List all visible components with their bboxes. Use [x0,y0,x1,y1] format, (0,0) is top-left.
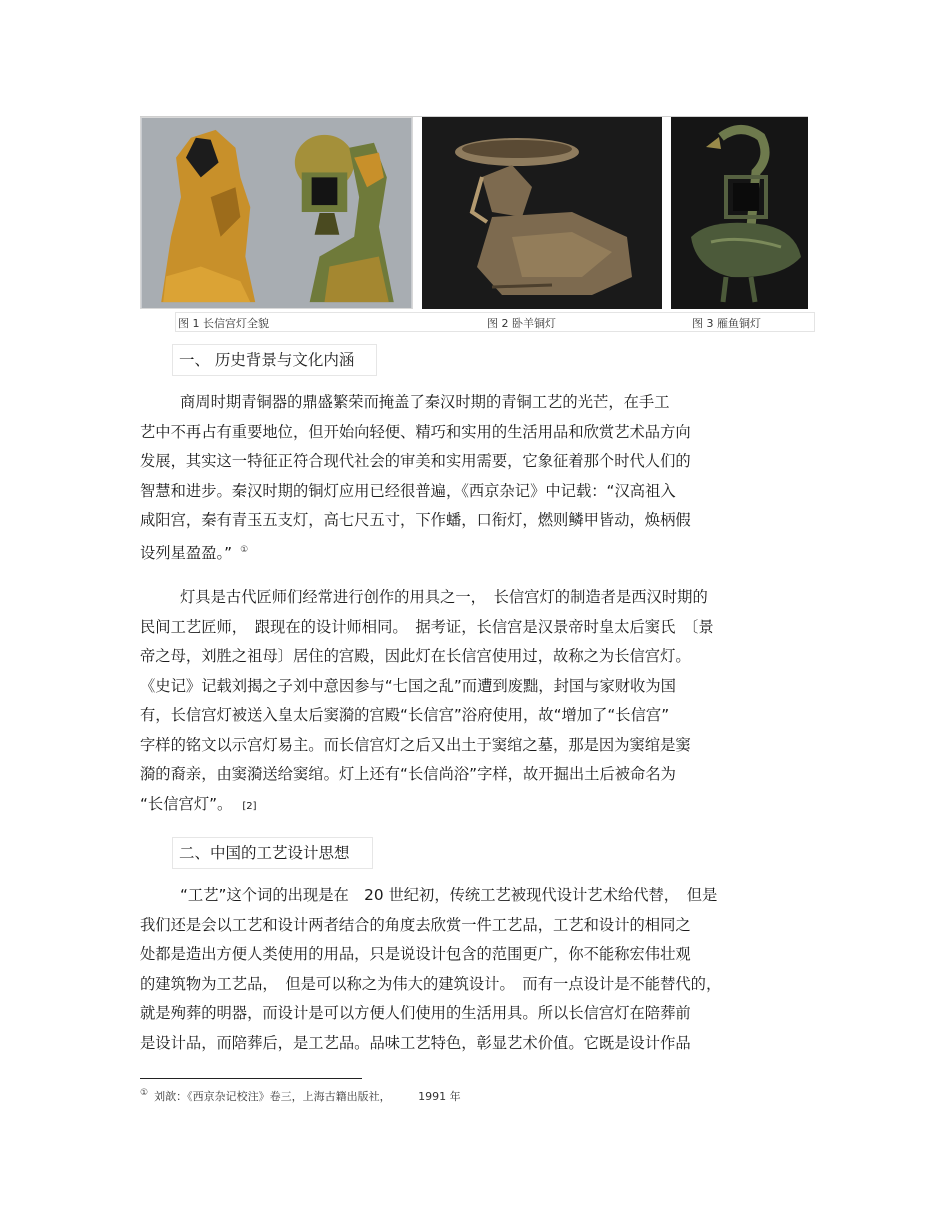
text-line: 帝之母，刘胜之祖母〕居住的宫殿，因此灯在长信宫使用过，故称之为长信宫灯。 [140,647,691,665]
text-line: 设列星盈盈。” [140,543,233,562]
section-1-heading: 一、 历史背景与文化内涵 [172,344,377,376]
changxin-palace-lamp-image [141,118,412,308]
citation-reference[interactable]: [2] [242,800,257,812]
text-line: 艺中不再占有重要地位，但开始向轻便、精巧和实用的生活用品和欣赏艺术品方向 [140,422,691,441]
figure-2-caption: 图 2 卧羊铜灯 [487,317,556,330]
footnote [140,1088,461,1104]
figure-row [140,116,808,309]
text-line: 处都是造出方便人类使用的用品，只是说设计包含的范围更广，你不能称宏伟壮观 [140,945,691,963]
figure-2-image [422,117,662,309]
reclining-sheep-lamp-image [422,117,662,309]
text-line: 咸阳宫，秦有青玉五支灯，高七尺五寸，下作蟠，口衔灯，燃则鳞甲皆动，焕柄假 [140,511,691,529]
text-line: “长信宫灯”。 [140,794,233,813]
section-1-paragraph-1 [140,388,812,565]
figure-3-caption: 图 3 雁鱼铜灯 [692,317,761,330]
text-line-last [140,536,812,566]
figure-captions [140,312,808,334]
text-line: 漪的裔亲，由窦漪送给窦绾。灯上还有“长信尚浴”字样，故开掘出土后被命名为 [140,765,676,783]
text-line-last [140,790,812,820]
text-line: 的建筑物为工艺品， 但是可以称之为伟大的建筑设计。 而有一点设计是不能替代的， [140,974,722,993]
text-line: “工艺”这个词的出现是在 20 世纪初，传统工艺被现代设计艺术给代替， 但是 [180,886,718,904]
text-line: 智慧和进步。秦汉时期的铜灯应用已经很普遍，《西京杂记》中记载：“汉高祖入 [140,481,676,500]
figure-3-image [671,117,808,309]
figure-1-caption: 图 1 长信宫灯全貌 [178,317,269,330]
text-line: 民间工艺匠师， 跟现在的设计师相同。 据考证，长信宫是汉景帝时皇太后窦氏 〔景 [140,617,714,636]
section-1-paragraph-2 [140,583,812,819]
goose-fish-lamp-image [671,117,808,309]
text-line: 《史记》记载刘揭之子刘中意因参与“七国之乱”而遭到废黜，封国与家财收为国 [140,676,676,695]
text-line: 是设计品，而陪葬后，是工艺品。品味工艺特色，彰显艺术价值。它既是设计作品 [140,1033,691,1052]
text-line: 有，长信宫灯被送入皇太后窦漪的宫殿“长信宫”浴府使用，故“增加了“长信宫” [140,706,670,724]
text-line: 发展，其实这一特征正符合现代社会的审美和实用需要，它象征着那个时代人们的 [140,452,691,470]
text-line: 字样的铭文以示宫灯易主。而长信宫灯之后又出土于窦绾之墓，那是因为窦绾是窦 [140,735,691,754]
footnote-reference-mark[interactable]: ① [240,544,249,555]
text-line: 商周时期青铜器的鼎盛繁荣而掩盖了秦汉时期的青铜工艺的光芒，在手工 [180,393,670,411]
footnote-divider [140,1078,362,1079]
footnote-mark: ① [140,1088,149,1099]
footnote-text: 刘歆：《西京杂记校注》卷三，上海古籍出版社， 1991 年 [154,1090,461,1103]
figure-1-image [140,117,413,309]
text-line: 我们还是会以工艺和设计两者结合的角度去欣赏一件工艺品，工艺和设计的相同之 [140,915,691,934]
text-line: 灯具是古代匠师们经常进行创作的用具之一， 长信宫灯的制造者是西汉时期的 [180,588,708,606]
section-2-paragraph-1 [140,881,812,1058]
section-2-heading: 二、中国的工艺设计思想 [172,837,373,869]
text-line: 就是殉葬的明器，而设计是可以方便人们使用的生活用具。所以长信宫灯在陪葬前 [140,1004,691,1022]
